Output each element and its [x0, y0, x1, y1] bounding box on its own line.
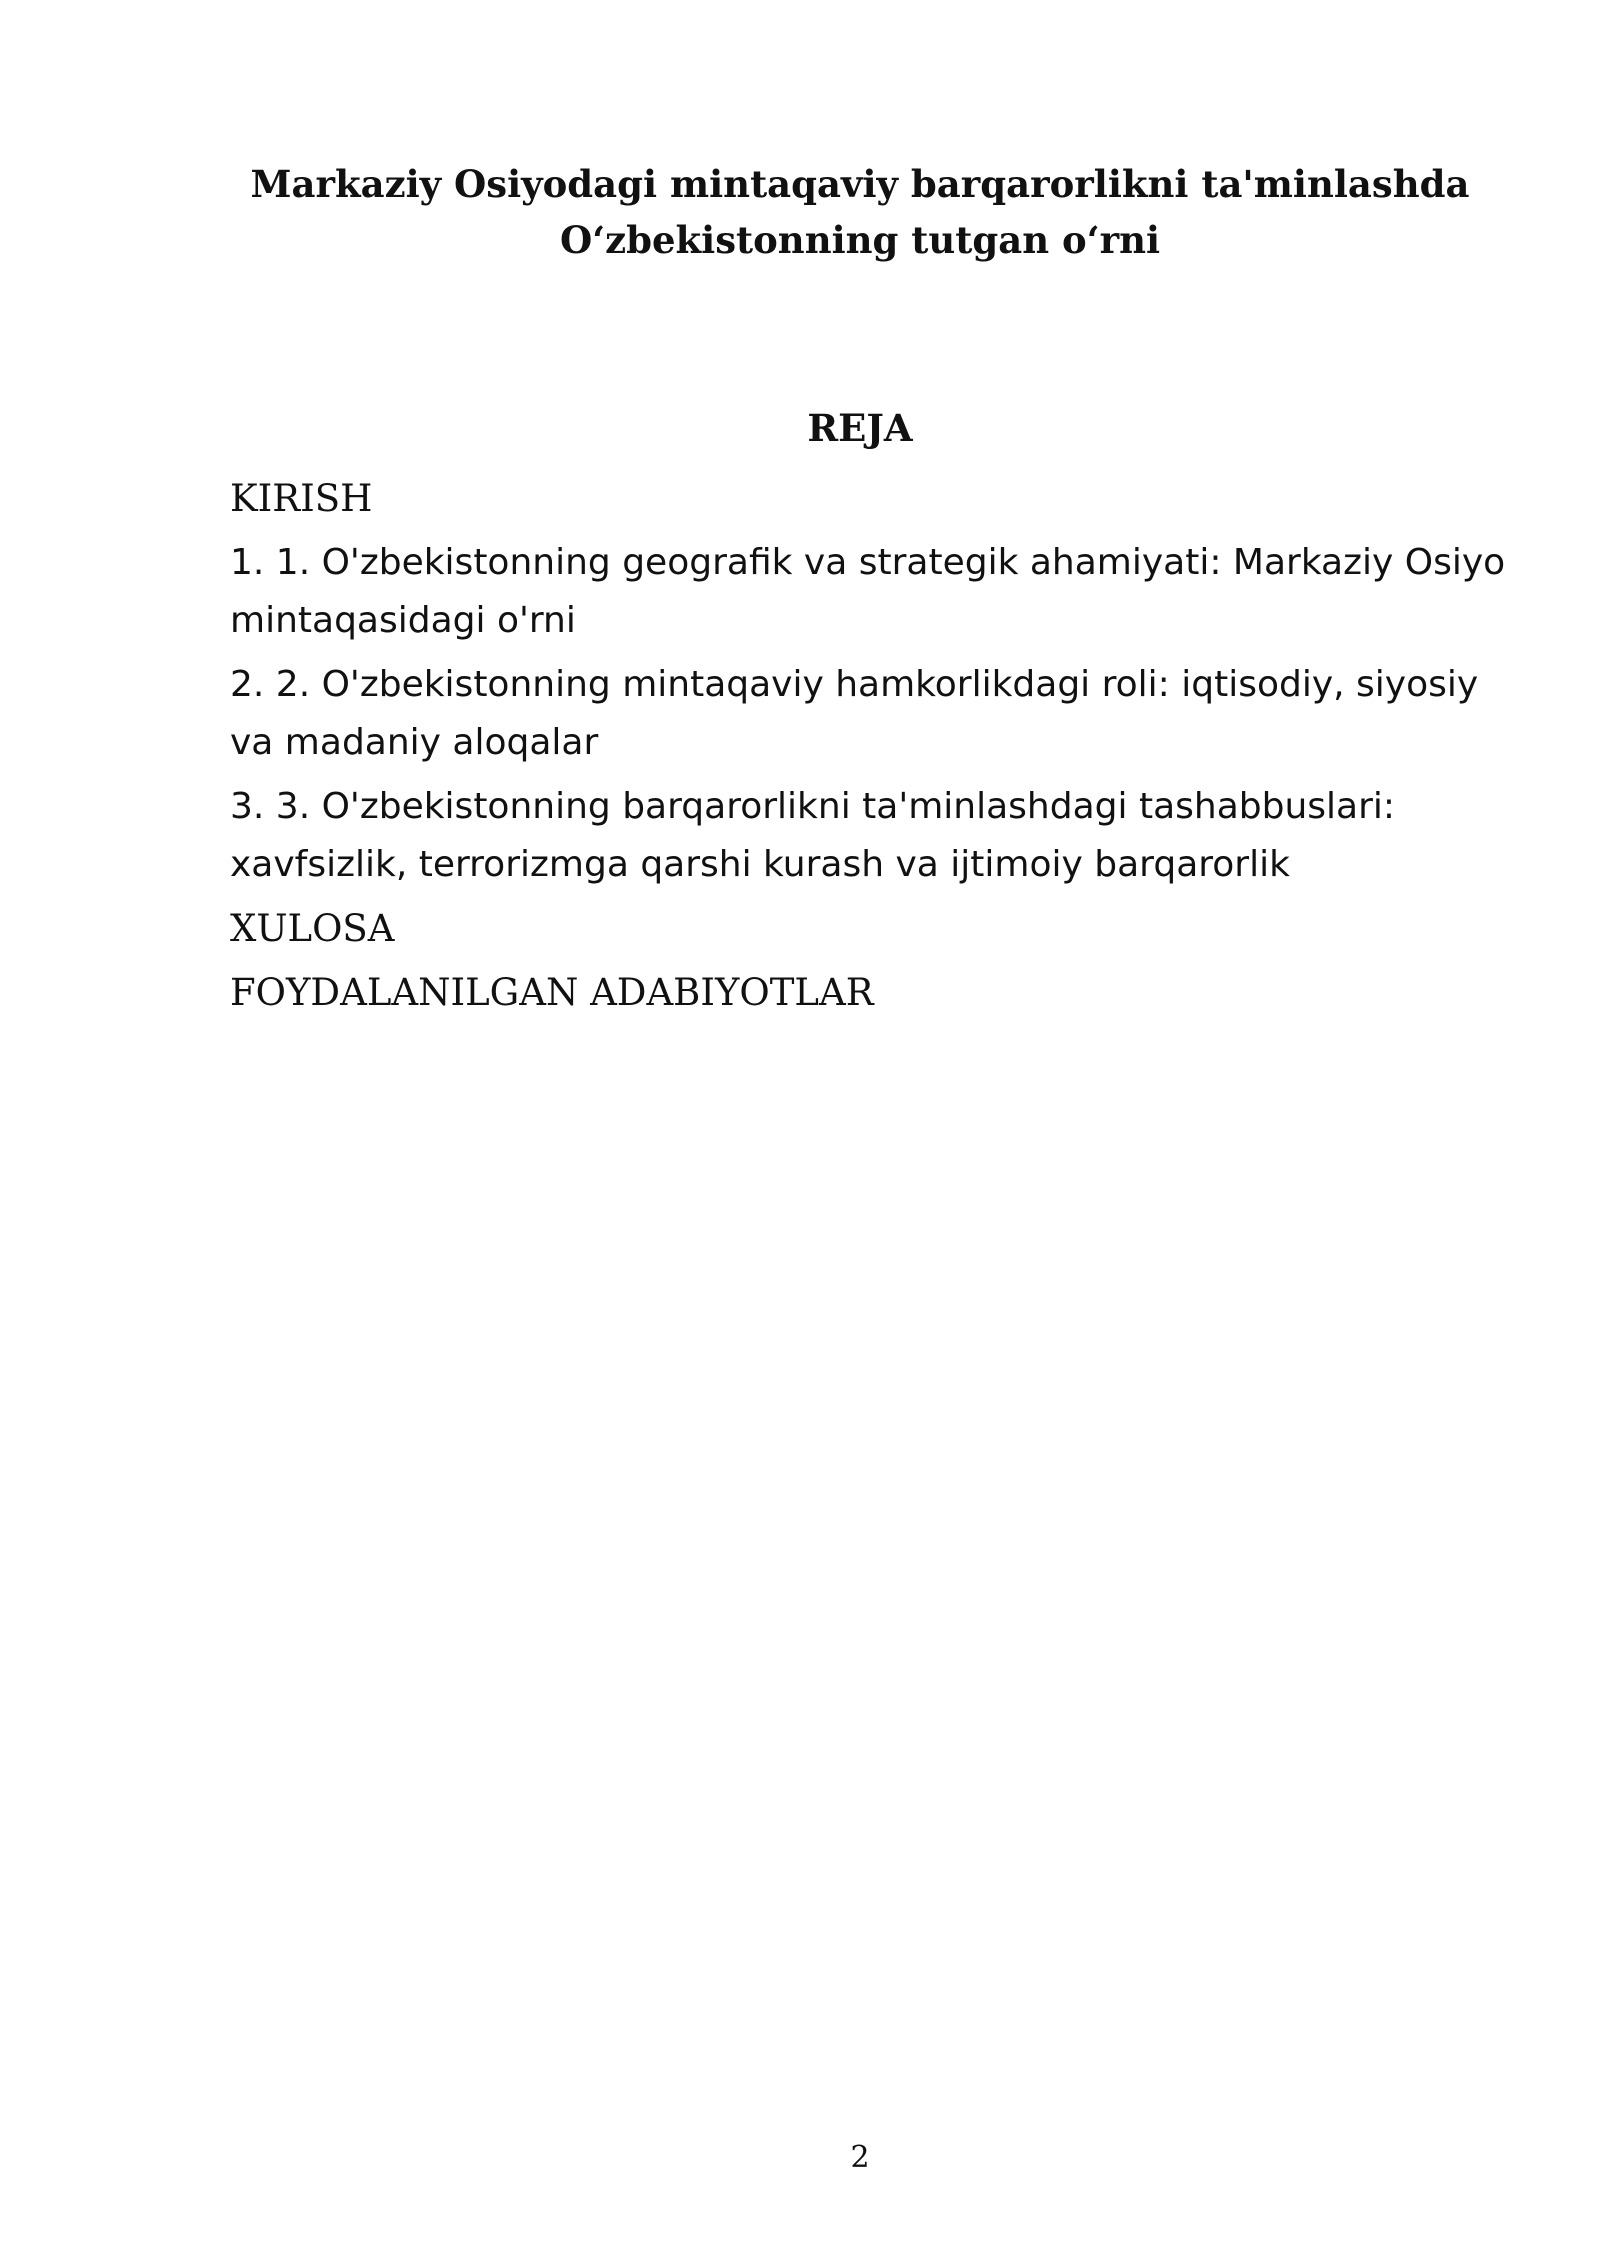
plan-heading: REJA [807, 406, 913, 450]
document-title-line-1: Markaziy Osiyodagi mintaqaviy barqarorlikni ta'minlashda [250, 162, 1470, 206]
plan-item-3: 3. 3. O'zbekistonning barqarorlikni ta'minlashdagi tashabbuslari: xavfsizlik, terrorizmga qarshi kurash va ijtimoiy barqarorlik [230, 786, 1396, 885]
plan-list [230, 470, 1520, 1028]
plan-item-conclusion: XULOSA [230, 907, 395, 950]
page-number: 2 [850, 2140, 870, 2175]
document-title [230, 156, 1490, 268]
plan-item-references: FOYDALANILGAN ADABIYOTLAR [230, 971, 874, 1014]
plan-item-1: 1. 1. O'zbekistonning geografik va strategik ahamiyati: Markaziy Osiyo mintaqasidagi o'rni [230, 542, 1506, 641]
document-title-line-2: O‘zbekistonning tutgan o‘rni [559, 218, 1161, 262]
plan-item-introduction: KIRISH [230, 477, 373, 520]
plan-item-2: 2. 2. O'zbekistonning mintaqaviy hamkorlikdagi roli: iqtisodiy, siyosiy va madaniy aloqalar [230, 664, 1479, 763]
